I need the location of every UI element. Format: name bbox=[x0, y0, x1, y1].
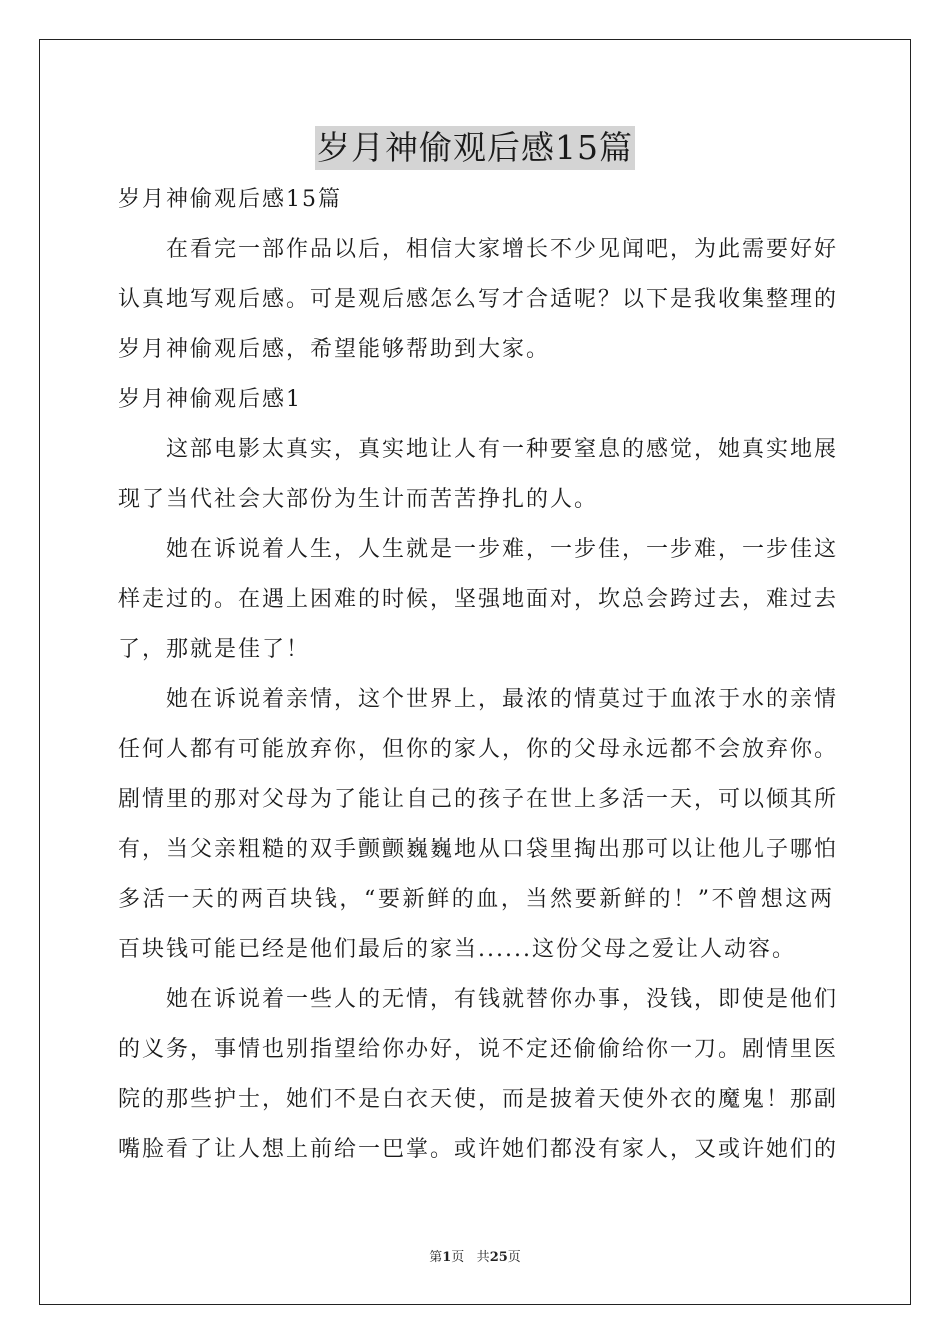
text-line: 了，那就是佳了！ bbox=[118, 637, 311, 662]
paragraph-lines bbox=[118, 228, 839, 1178]
text-line: 她在诉说着人生，人生就是一步难，一步佳，一步难，一步佳这 bbox=[166, 537, 839, 562]
title-area bbox=[0, 126, 950, 170]
page-number: 1 bbox=[442, 1250, 452, 1265]
text-line: 岁月神偷观后感1 bbox=[118, 387, 302, 412]
text-line: 多活一天的两百块钱，“要新鲜的血，当然要新鲜的！”不曾想这两 bbox=[118, 887, 834, 912]
document-body bbox=[118, 178, 839, 1178]
text-line: 认真地写观后感。可是观后感怎么写才合适呢？以下是我收集整理的 bbox=[118, 287, 839, 312]
text-line: 样走过的。在遇上困难的时候，坚强地面对，坎总会跨过去，难过去 bbox=[118, 587, 839, 612]
text-line: 剧情里的那对父母为了能让自己的孩子在世上多活一天，可以倾其所 bbox=[118, 787, 839, 812]
text-line: 岁月神偷观后感，希望能够帮助到大家。 bbox=[118, 337, 551, 362]
page-suffix: 页 bbox=[451, 1250, 465, 1265]
text-line: 任何人都有可能放弃你，但你的家人，你的父母永远都不会放弃你。 bbox=[118, 737, 839, 762]
text-line: 现了当代社会大部份为生计而苦苦挣扎的人。 bbox=[118, 487, 599, 512]
page-prefix: 第 bbox=[429, 1250, 443, 1265]
text-line: 她在诉说着一些人的无情，有钱就替你办事，没钱，即使是他们 bbox=[166, 987, 839, 1012]
document-title: 岁月神偷观后感15篇 bbox=[315, 126, 635, 170]
document-subtitle: 岁月神偷观后感15篇 bbox=[118, 187, 342, 212]
total-pages: 25 bbox=[489, 1250, 508, 1265]
text-line: 有，当父亲粗糙的双手颤颤巍巍地从口袋里掏出那可以让他儿子哪怕 bbox=[118, 837, 839, 862]
text-line: 院的那些护士，她们不是白衣天使，而是披着天使外衣的魔鬼！那副 bbox=[118, 1087, 839, 1112]
total-suffix: 页 bbox=[507, 1250, 521, 1265]
text-line: 她在诉说着亲情，这个世界上，最浓的情莫过于血浓于水的亲情 bbox=[166, 687, 839, 712]
page-footer bbox=[0, 1246, 950, 1265]
text-line: 这部电影太真实，真实地让人有一种要窒息的感觉，她真实地展 bbox=[166, 437, 839, 462]
text-line: 嘴脸看了让人想上前给一巴掌。或许她们都没有家人，又或许她们的 bbox=[118, 1137, 839, 1162]
text-line: 在看完一部作品以后，相信大家增长不少见闻吧，为此需要好好 bbox=[166, 237, 839, 262]
text-line: 百块钱可能已经是他们最后的家当......这份父母之爱让人动容。 bbox=[118, 937, 796, 962]
total-prefix: 共 bbox=[476, 1250, 490, 1265]
text-line: 的义务，事情也别指望给你办好，说不定还偷偷给你一刀。剧情里医 bbox=[118, 1037, 839, 1062]
